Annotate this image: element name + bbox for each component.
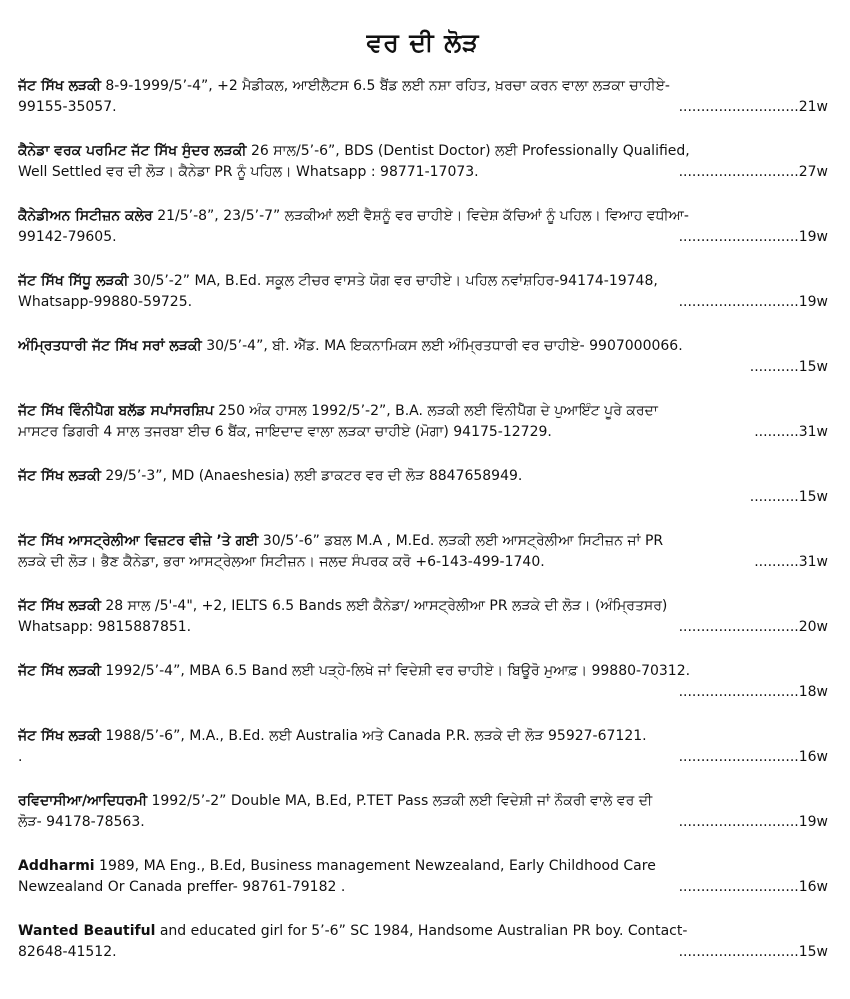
ad-text: 30/5’-2” MA, B.Ed. ਸਕੂਲ ਟੀਚਰ ਵਾਸਤੇ ਯੋਗ ਵਰ ਚਾਹੀਏ। ਪਹਿਲ ਨਵਾਂਸ਼ਹਿਰ-94174-19748,	[128, 273, 658, 289]
ad-first-line	[18, 141, 828, 162]
ad-contact: ਲੜਕੇ ਦੀ ਲੋੜ। ਭੈਣ ਕੈਨੇਡਾ, ਭਰਾ ਆਸਟ੍ਰੇਲਆ ਸਿਟੀਜ਼ਨ। ਜਲਦ ਸੰਪਰਕ ਕਰੋ +6-143-499-1740.	[18, 554, 545, 570]
ad-second-line	[18, 812, 828, 833]
ad-leader-dots: ...........	[749, 489, 799, 505]
ad-heading: ਕੈਨੇਡਾ ਵਰਕ ਪਰਮਿਟ ਜੱਟ ਸਿੱਖ ਸੁੰਦਰ ਲੜਕੀ	[18, 143, 247, 159]
ad-code: 19w	[798, 814, 828, 830]
ad-leader-dots: ...........................	[678, 749, 799, 765]
ad-contact: Whatsapp-99880-59725.	[18, 294, 193, 310]
ad-first-line	[18, 206, 828, 227]
ad-listing-14	[18, 921, 828, 963]
ad-second-line	[18, 292, 828, 313]
ad-leader-dots: ...........................	[678, 99, 799, 115]
ad-listing-9	[18, 596, 828, 638]
ad-leader-dots: ...........	[749, 359, 799, 375]
ad-contact: 82648-41512.	[18, 944, 117, 960]
ad-text: 1992/5’-4”, MBA 6.5 Band ਲਈ ਪੜ੍ਹੇ-ਲਿਖੇ ਜਾਂ ਵਿਦੇਸ਼ੀ ਵਰ ਚਾਹੀਏ। ਬਿਊਰੋ ਮੁਆਫ਼। 99880-70312.	[100, 663, 691, 679]
ad-contact: Well Settled ਵਰ ਦੀ ਲੋੜ। ਕੈਨੇਡਾ PR ਨੂੰ ਪਹਿਲ। Whatsapp : 98771-17073.	[18, 164, 479, 180]
ad-first-line	[18, 466, 828, 487]
ad-text: 21/5’-8”, 23/5’-7” ਲੜਕੀਆਂ ਲਈ ਵੈਸ਼ਨੂੰ ਵਰ ਚਾਹੀਏ। ਵਿਦੇਸ਼ ਕੱਚਿਆਂ ਨੂੰ ਪਹਿਲ। ਵਿਆਹ ਵਧੀਆ-	[152, 208, 689, 224]
ad-second-line	[18, 162, 828, 183]
ad-heading: ਕੈਨੇਡੀਅਨ ਸਿਟੀਜ਼ਨ ਕਲੇਰ	[18, 208, 153, 224]
ad-listing-8	[18, 531, 828, 573]
ad-heading: ਜੱਟ ਸਿੱਖ ਲੜਕੀ	[18, 78, 101, 94]
ad-code: 19w	[798, 294, 828, 310]
ad-second-line	[18, 357, 828, 378]
ad-code: 20w	[798, 619, 828, 635]
ad-second-line	[18, 942, 828, 963]
ad-listing-5	[18, 336, 828, 378]
ad-leader-dots: ..........	[754, 554, 799, 570]
ad-second-line	[18, 682, 828, 703]
ad-text: 1988/5’-6”, M.A., B.Ed. ਲਈ Australia ਅਤੇ Canada P.R. ਲੜਕੇ ਦੀ ਲੋੜ 95927-67121.	[100, 728, 647, 744]
ad-text: 29/5’-3”, MD (Anaeshesia) ਲਈ ਡਾਕਟਰ ਵਰ ਦੀ ਲੋੜ 8847658949.	[100, 468, 523, 484]
ad-listing-4	[18, 271, 828, 313]
ad-first-line	[18, 271, 828, 292]
ad-second-line	[18, 747, 828, 768]
ad-first-line	[18, 336, 828, 357]
ad-contact: .	[18, 749, 23, 765]
ad-leader-dots: ...........................	[678, 684, 799, 700]
ad-code: 18w	[798, 684, 828, 700]
ad-heading: ਜੱਟ ਸਿੱਖ ਵਿੰਨੀਪੈਗ ਬਲੱਡ ਸਪਾਂਸਰਸ਼ਿਪ	[18, 403, 214, 419]
ad-second-line	[18, 227, 828, 248]
ad-first-line	[18, 76, 828, 97]
ad-heading: ਜੱਟ ਸਿੱਖ ਆਸਟ੍ਰੇਲੀਆ ਵਿਜ਼ਟਰ ਵੀਜ਼ੇ ’ਤੇ ਗਈ	[18, 533, 259, 549]
ad-leader-dots: ...........................	[678, 619, 799, 635]
ad-code: 31w	[798, 554, 828, 570]
ad-second-line	[18, 97, 828, 118]
ad-second-line	[18, 487, 828, 508]
ad-contact: Whatsapp: 9815887851.	[18, 619, 192, 635]
ad-first-line	[18, 856, 828, 877]
ad-first-line	[18, 401, 828, 422]
ad-heading: ਜੱਟ ਸਿੱਖ ਲੜਕੀ	[18, 728, 101, 744]
ad-leader-dots: ...........................	[678, 229, 799, 245]
ad-list	[18, 76, 828, 963]
ad-listing-13	[18, 856, 828, 898]
ad-code: 31w	[798, 424, 828, 440]
ad-leader-dots: ...........................	[678, 164, 799, 180]
ad-contact: ਮਾਸਟਰ ਡਿਗਰੀ 4 ਸਾਲ ਤਜਰਬਾ ਈਚ 6 ਬੈਂਕ, ਜਾਇਦਾਦ ਵਾਲਾ ਲੜਕਾ ਚਾਹੀਏ (ਮੋਗਾ) 94175-12729.	[18, 424, 552, 440]
ad-code: 27w	[798, 164, 828, 180]
ad-first-line	[18, 596, 828, 617]
ad-second-line	[18, 422, 828, 443]
ad-text: and educated girl for 5’-6” SC 1984, Handsome Australian PR boy. Contact-	[155, 923, 688, 939]
ad-leader-dots: ..........	[754, 424, 799, 440]
ad-leader-dots: ...........................	[678, 879, 799, 895]
ad-heading: ਰਵਿਦਾਸੀਆ/ਆਦਿਧਰਮੀ	[18, 793, 148, 809]
ad-heading: ਜੱਟ ਸਿੱਖ ਲੜਕੀ	[18, 598, 101, 614]
ad-text: 250 ਅੰਕ ਹਾਸਲ 1992/5’-2”, B.A. ਲੜਕੀ ਲਈ ਵਿੰਨੀਪੈੱਗ ਦੇ ਪੁਆਇੰਟ ਪੂਰੇ ਕਰਦਾ	[213, 403, 658, 419]
ad-listing-6	[18, 401, 828, 443]
page-title: ਵਰ ਦੀ ਲੋੜ	[366, 28, 480, 57]
ad-listing-2	[18, 141, 828, 183]
ad-code: 16w	[798, 879, 828, 895]
ad-text: 30/5’-4”, ਬੀ. ਐੱਡ. MA ਇਕਨਾਮਿਕਸ ਲਈ ਅੰਮ੍ਰਿਤਧਾਰੀ ਵਰ ਚਾਹੀਏ- 9907000066.	[201, 338, 683, 354]
ad-code: 21w	[798, 99, 828, 115]
ad-code: 15w	[798, 359, 828, 375]
ad-heading: ਜੱਟ ਸਿੱਖ ਸਿੱਧੂ ਲੜਕੀ	[18, 273, 129, 289]
ad-code: 15w	[798, 489, 828, 505]
ad-text: 8-9-1999/5’-4”, +2 ਮੈਡੀਕਲ, ਆਈਲੈਟਸ 6.5 ਬੈਂਡ ਲਈ ਨਸ਼ਾ ਰਹਿਤ, ਖ਼ਰਚਾ ਕਰਨ ਵਾਲਾ ਲੜਕਾ ਚਾਹੀਏ-	[100, 78, 670, 94]
ad-heading: Wanted Beautiful	[18, 923, 156, 939]
ad-text: 1992/5’-2” Double MA, B.Ed, P.TET Pass ਲੜਕੀ ਲਈ ਵਿਦੇਸ਼ੀ ਜਾਂ ਨੌਕਰੀ ਵਾਲੇ ਵਰ ਦੀ	[147, 793, 653, 809]
ad-code: 19w	[798, 229, 828, 245]
ad-heading: ਜੱਟ ਸਿੱਖ ਲੜਕੀ	[18, 663, 101, 679]
ad-text: 28 ਸਾਲ /5'-4", +2, IELTS 6.5 Bands ਲਈ ਕੈਨੇਡਾ/ ਆਸਟ੍ਰੇਲੀਆ PR ਲੜਕੇ ਦੀ ਲੋੜ। (ਅੰਮ੍ਰਿਤਸਰ)	[100, 598, 668, 614]
ad-second-line	[18, 552, 828, 573]
ad-code: 15w	[798, 944, 828, 960]
ad-listing-11	[18, 726, 828, 768]
ad-listing-1	[18, 76, 828, 118]
ad-contact: 99142-79605.	[18, 229, 117, 245]
ad-first-line	[18, 661, 828, 682]
ad-first-line	[18, 726, 828, 747]
ad-leader-dots: ...........................	[678, 814, 799, 830]
ad-code: 16w	[798, 749, 828, 765]
ad-leader-dots: ...........................	[678, 294, 799, 310]
ad-text: 26 ਸਾਲ/5’-6”, BDS (Dentist Doctor) ਲਈ Professionally Qualified,	[246, 143, 690, 159]
ad-contact: ਲੋੜ- 94178-78563.	[18, 814, 145, 830]
ad-first-line	[18, 921, 828, 942]
ad-first-line	[18, 791, 828, 812]
ad-text: 30/5’-6” ਡਬਲ M.A , M.Ed. ਲੜਕੀ ਲਈ ਆਸਟ੍ਰੇਲੀਆ ਸਿਟੀਜ਼ਨ ਜਾਂ PR	[258, 533, 664, 549]
ad-second-line	[18, 877, 828, 898]
ad-heading: ਅੰਮ੍ਰਿਤਧਾਰੀ ਜੱਟ ਸਿੱਖ ਸਰਾਂ ਲੜਕੀ	[18, 338, 202, 354]
ad-contact: Newzealand Or Canada preffer- 98761-79182 .	[18, 879, 346, 895]
ad-first-line	[18, 531, 828, 552]
ad-listing-10	[18, 661, 828, 703]
ad-listing-3	[18, 206, 828, 248]
ad-heading: ਜੱਟ ਸਿੱਖ ਲੜਕੀ	[18, 468, 101, 484]
ad-listing-12	[18, 791, 828, 833]
ad-leader-dots: ...........................	[678, 944, 799, 960]
ad-heading: Addharmi	[18, 858, 95, 874]
ad-text: 1989, MA Eng., B.Ed, Business management Newzealand, Early Childhood Care	[94, 858, 656, 874]
ad-listing-7	[18, 466, 828, 508]
ad-contact: 99155-35057.	[18, 99, 117, 115]
ad-second-line	[18, 617, 828, 638]
